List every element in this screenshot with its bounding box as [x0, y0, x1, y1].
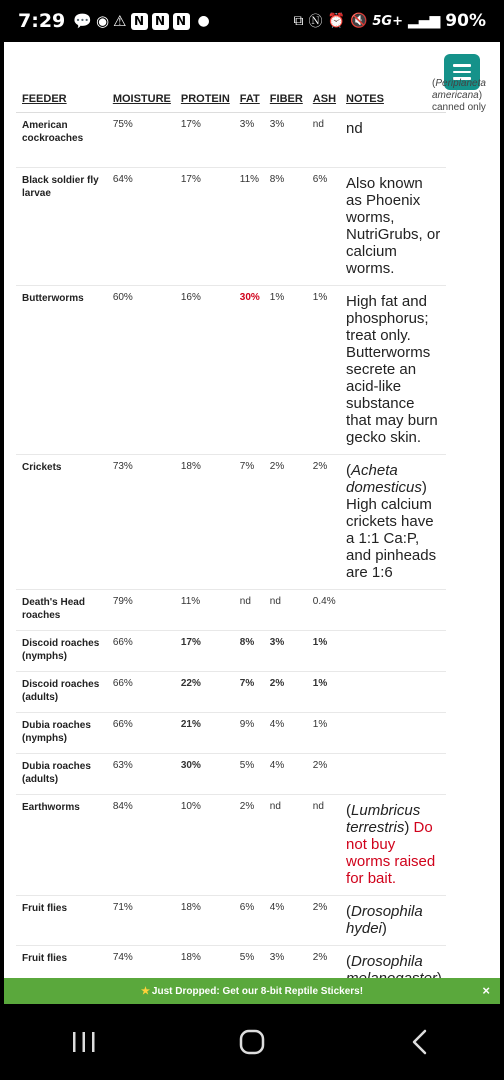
warning-icon: ⚠	[113, 12, 127, 30]
promo-banner-text[interactable]: Just Dropped: Get our 8-bit Reptile Stickers!	[151, 985, 364, 997]
mute-icon: 🔇	[349, 13, 368, 29]
nutrition-table-container[interactable]	[16, 88, 498, 1046]
header-fiber: FIBER	[264, 88, 307, 112]
app-n-icon: N	[152, 13, 169, 30]
home-button[interactable]	[232, 1022, 272, 1062]
table-row: Crickets 73% 18% 7% 2% 2% (Acheta domesticus) High calcium crickets have a 1:1 Ca:P, and pinheads are 1:6	[16, 454, 446, 589]
notification-icons	[73, 12, 189, 30]
network-type: 5G+	[372, 13, 403, 29]
app-n-icon: N	[173, 13, 190, 30]
fingerprint-icon: ◉	[95, 12, 110, 30]
back-button[interactable]	[400, 1022, 440, 1062]
web-page[interactable]	[4, 42, 500, 978]
status-bar	[0, 0, 504, 42]
table-row: Fruit flies 74% 18% 5% 3% 2% (Drosophila	[16, 945, 446, 995]
signal-icon: ▂▄▆	[407, 13, 441, 29]
table-row: Black soldier fly larvae 64% 17% 11% 8% 6% Also known as Phoenix worms, NutriGrubs, or calcium worms.	[16, 167, 446, 285]
alarm-icon: ⏰	[327, 13, 345, 29]
table-row: Discoid roaches (nymphs) 66% 17% 8% 3% 1%	[16, 630, 446, 671]
star-icon: ★	[140, 985, 150, 997]
table-header-row	[16, 88, 446, 112]
table-row: Discoid roaches (adults) 66% 22% 7% 2% 1%	[16, 671, 446, 712]
system-nav-bar	[0, 1004, 504, 1080]
recent-apps-icon	[71, 1030, 97, 1054]
table-row: Dubia roaches (nymphs) 66% 21% 9% 4% 1%	[16, 712, 446, 753]
home-icon	[238, 1028, 266, 1056]
header-feeder: FEEDER	[16, 88, 107, 112]
table-row: American cockroaches 75% 17% 3% 3% nd nd	[16, 112, 446, 167]
promo-banner[interactable]	[4, 978, 500, 1004]
table-row: Death's Head roaches 79% 11% nd nd 0.4%	[16, 589, 446, 630]
header-ash: ASH	[307, 88, 340, 112]
table-row: Earthworms 84% 10% 2% nd nd (Lumbricus terrestris) Do not buy worms raised for bait.	[16, 794, 446, 895]
table-row: Butterworms 60% 16% 30% 1% 1% High fat and phosphorus; treat only. Butterworms secrete an acid-like substance that may burn gecko skin.	[16, 285, 446, 454]
header-protein: PROTEIN	[175, 88, 234, 112]
recent-apps-button[interactable]	[64, 1022, 104, 1062]
overflow-note: (Periplaneta americana) canned only	[432, 78, 486, 113]
header-notes: NOTES	[340, 88, 446, 112]
table-row: Dubia roaches (adults) 63% 30% 5% 4% 2%	[16, 753, 446, 794]
battery-level: 90%	[445, 11, 486, 31]
header-fat: FAT	[234, 88, 264, 112]
header-moisture: MOISTURE	[107, 88, 175, 112]
more-notifications-icon: ●	[197, 13, 210, 29]
nutrition-table	[16, 88, 446, 1046]
status-time: 7:29	[18, 10, 66, 32]
back-icon	[410, 1028, 430, 1056]
table-row: Fruit flies 71% 18% 6% 4% 2% (Drosophila hydei)	[16, 895, 446, 945]
close-icon[interactable]: ×	[482, 983, 490, 998]
nfc-icon: Ⓝ	[308, 14, 323, 30]
system-icons	[294, 11, 487, 31]
cast-icon: ⧉	[293, 13, 304, 29]
app-n-icon: N	[131, 13, 148, 30]
chat-icon: 💬	[73, 12, 92, 30]
